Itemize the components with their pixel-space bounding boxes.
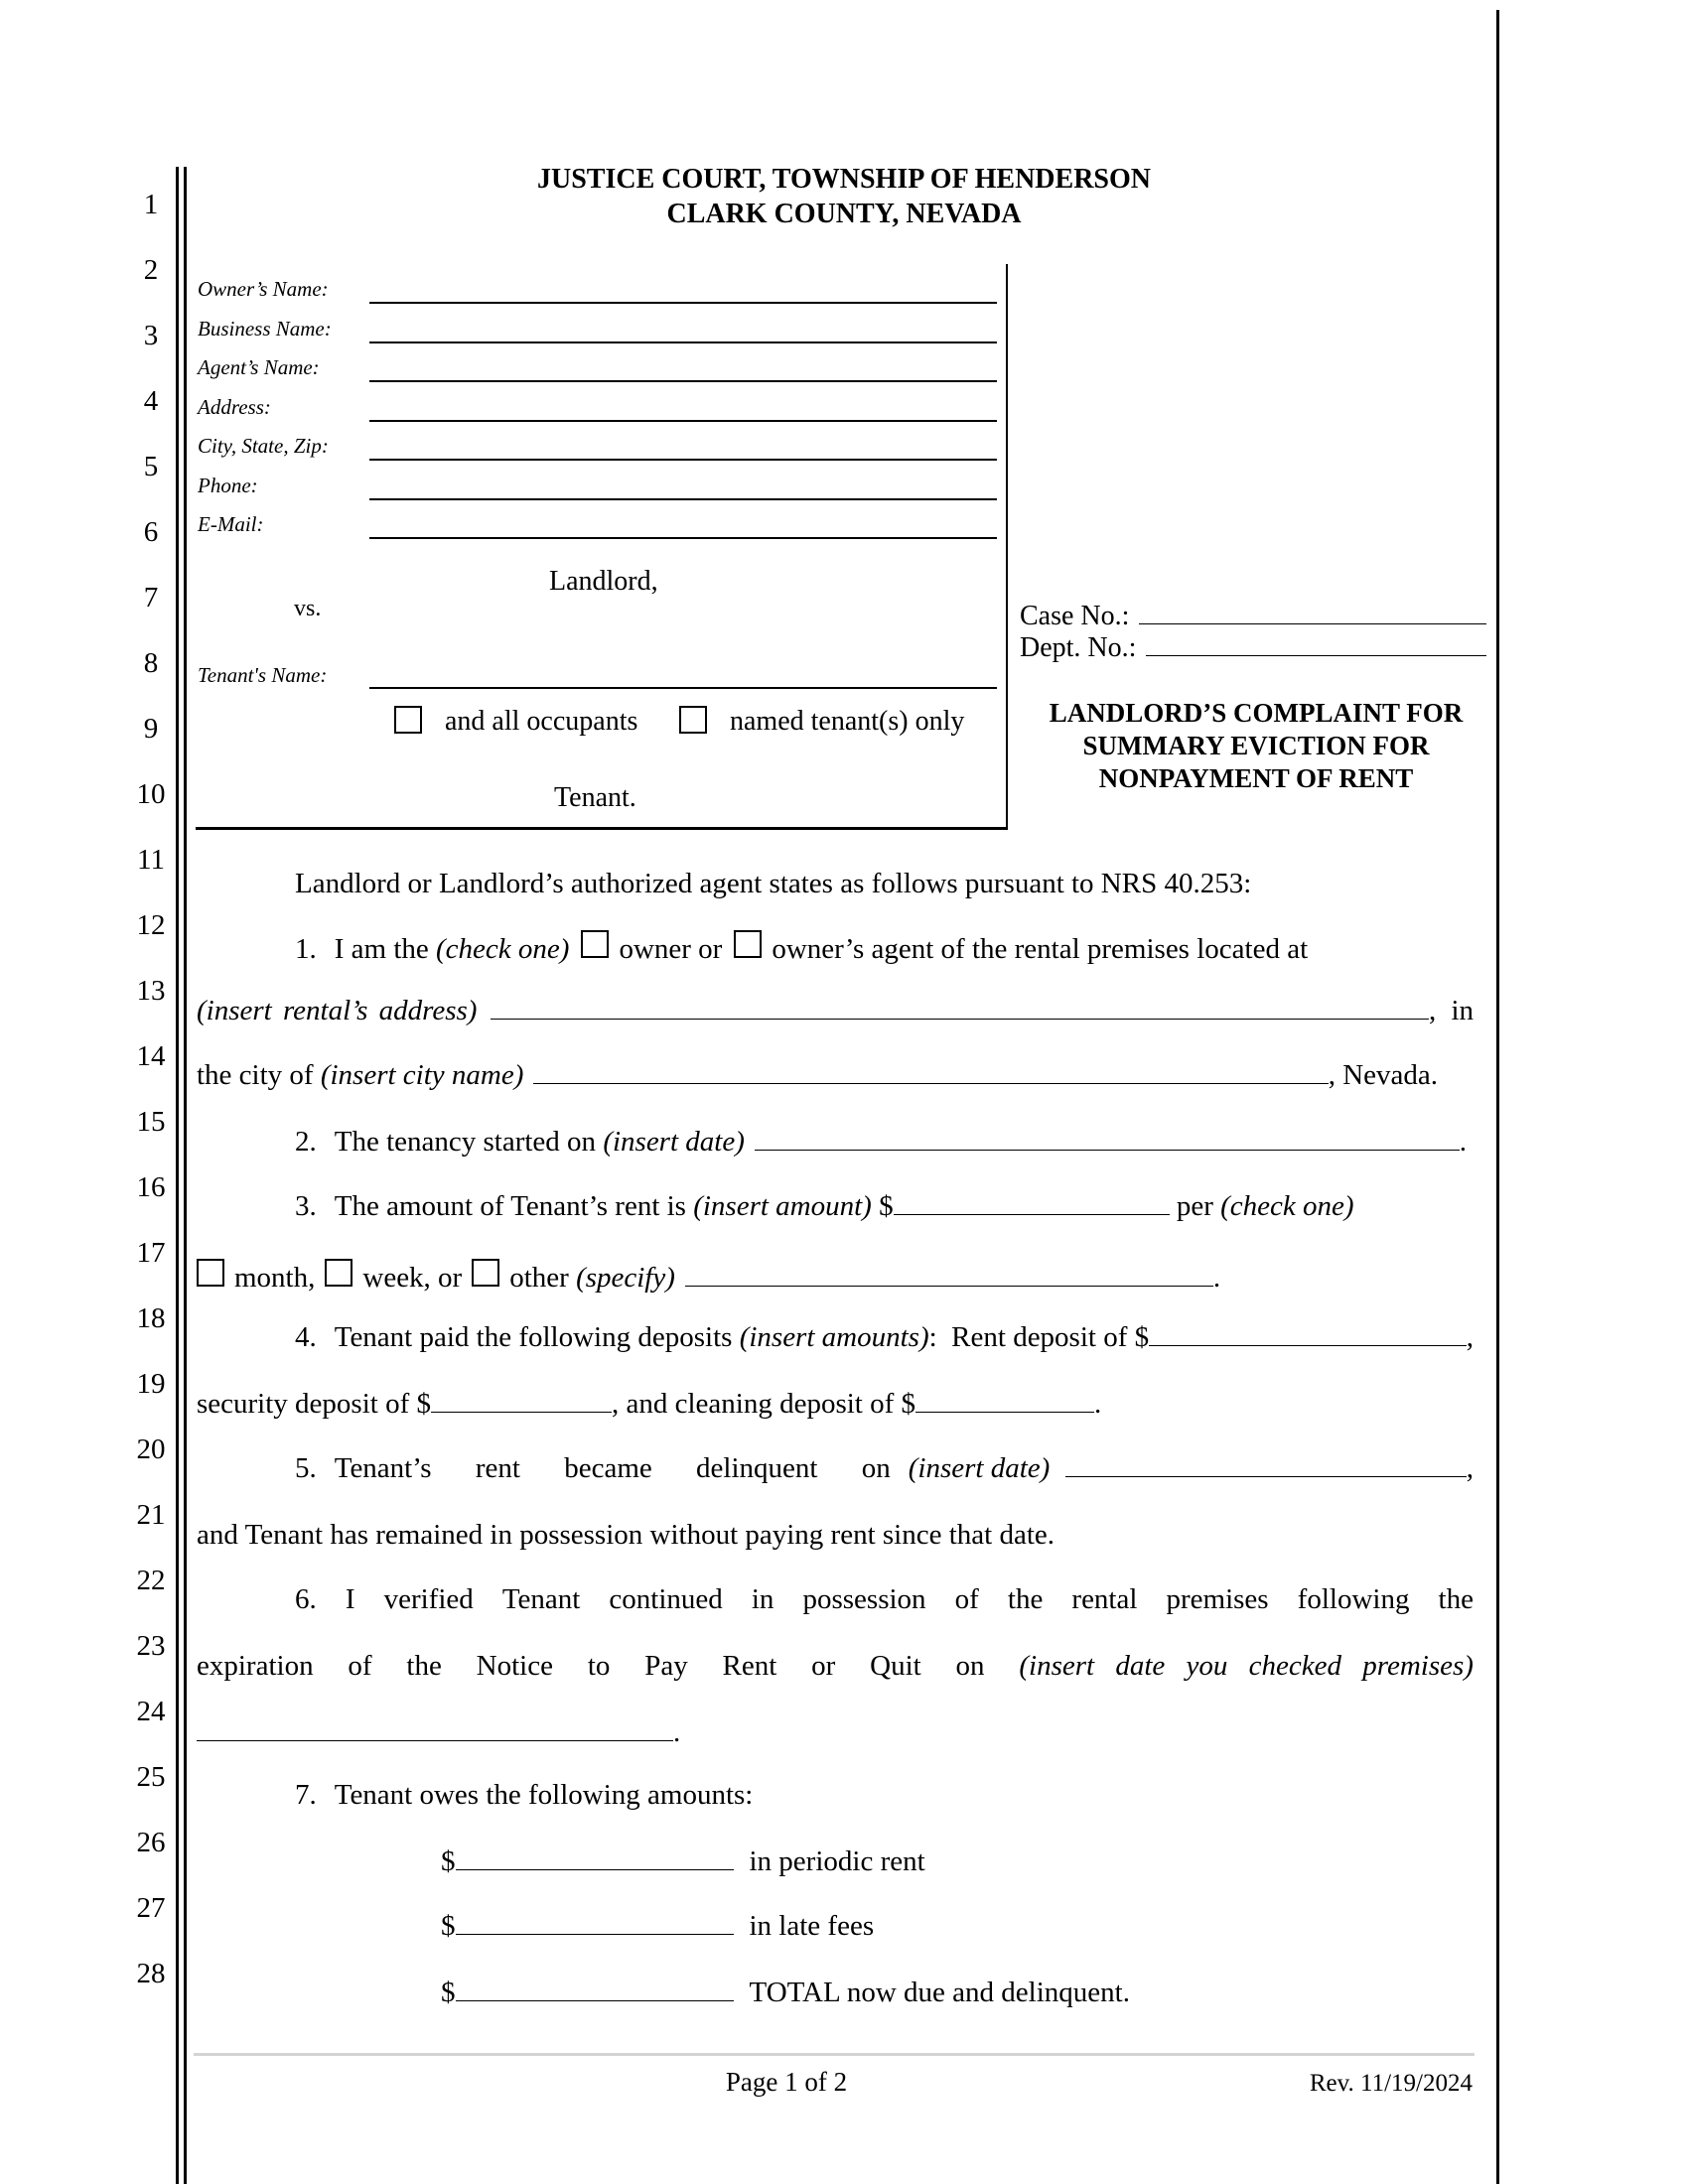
text: continued [609, 1583, 723, 1615]
instruction-text: (specify) [576, 1262, 675, 1294]
paragraph-2 [197, 1128, 1467, 1157]
vs-label: vs. [294, 596, 322, 621]
text: $ [871, 1190, 894, 1222]
paragraph-number: 2. [295, 1126, 317, 1158]
case-no-field[interactable] [1139, 602, 1486, 624]
text: Pay [644, 1650, 688, 1682]
paragraph-5-line-2 [197, 1521, 1474, 1550]
text: on [861, 1452, 891, 1484]
text: delinquent [696, 1452, 818, 1484]
paragraph-3-line-1 [197, 1192, 1474, 1221]
business-name-label: Business Name: [198, 317, 332, 341]
text: . [1459, 1126, 1467, 1158]
court-name: JUSTICE COURT, TOWNSHIP OF HENDERSON [537, 164, 1151, 195]
paragraph-number: 7. [295, 1779, 317, 1811]
text: Notice [476, 1650, 553, 1682]
tenant-label: Tenant. [554, 782, 636, 813]
left-margin-rule-inner [184, 167, 187, 2184]
cleaning-deposit-field[interactable] [915, 1390, 1094, 1413]
tenant-name-field[interactable] [369, 687, 997, 689]
text: . [1212, 1262, 1221, 1294]
text: per [1169, 1190, 1221, 1222]
all-occupants-label: and all occupants [445, 706, 638, 737]
paragraph-1-line-2 [197, 997, 1474, 1025]
text: following [1297, 1583, 1410, 1615]
landlord-label: Landlord, [549, 566, 658, 597]
paragraph-1-line-3 [197, 1061, 1438, 1090]
text: Tenant [501, 1583, 581, 1615]
month-label: month, [234, 1262, 316, 1294]
amount-row-total [197, 1979, 1474, 2007]
delinquent-date-field[interactable] [1065, 1454, 1466, 1477]
business-name-field[interactable] [369, 341, 997, 343]
text: Rent [722, 1650, 777, 1682]
text: the city of [197, 1059, 321, 1091]
paragraph-7 [197, 1781, 1474, 1810]
instruction-text: (insert date you checked premises) [1019, 1650, 1474, 1682]
text: TOTAL now due and delinquent. [749, 1977, 1130, 2008]
text: The tenancy started on [334, 1126, 604, 1158]
line-number: 21 [136, 1499, 166, 1531]
paragraph-number: 6. [295, 1583, 317, 1615]
agent-name-field[interactable] [369, 380, 997, 382]
text: , [1466, 1321, 1474, 1353]
line-number: 24 [136, 1696, 166, 1727]
text: or [811, 1650, 836, 1682]
line-number: 20 [136, 1433, 166, 1465]
paragraph-6-line-3 [197, 1718, 1474, 1747]
dept-no-label: Dept. No.: [1020, 632, 1137, 663]
instruction-text: (insert amount) [693, 1190, 872, 1222]
county-name: CLARK COUNTY, NEVADA [666, 199, 1022, 229]
named-tenants-only-checkbox[interactable] [679, 706, 707, 734]
text: The amount of Tenant’s rent is [334, 1190, 694, 1222]
owner-label: owner or [619, 933, 723, 965]
week-label: week, or [362, 1262, 463, 1294]
line-number: 8 [143, 647, 159, 679]
paragraph-6-line-2 [197, 1652, 1474, 1681]
line-number: 11 [137, 844, 165, 876]
line-number: 23 [136, 1630, 166, 1662]
text: , and cleaning deposit of $ [611, 1388, 916, 1420]
city-state-zip-label: City, State, Zip: [198, 434, 329, 458]
text: $ [441, 1977, 456, 2008]
text: . [673, 1716, 681, 1748]
paragraph-4-line-2 [197, 1390, 1474, 1419]
owners-agent-checkbox[interactable] [734, 930, 762, 958]
total-due-field[interactable] [456, 1979, 734, 2001]
phone-label: Phone: [198, 474, 258, 497]
line-number: 9 [143, 713, 159, 745]
tenant-name-label: Tenant's Name: [198, 663, 328, 687]
city-state-zip-field[interactable] [369, 459, 997, 461]
line-number: 1 [143, 189, 159, 220]
instruction-text: (insert date) [908, 1452, 1051, 1484]
other-specify-field[interactable] [685, 1264, 1213, 1287]
text: became [564, 1452, 652, 1484]
other-label: other [509, 1262, 577, 1294]
paragraph-number: 5. [295, 1452, 317, 1484]
week-checkbox[interactable] [325, 1259, 352, 1287]
line-number: 27 [136, 1892, 166, 1924]
text: $ [441, 1845, 456, 1877]
late-fees-field[interactable] [456, 1912, 734, 1935]
text: to [587, 1650, 611, 1682]
line-number: 6 [143, 516, 159, 548]
text: rent [475, 1452, 520, 1484]
text: on [955, 1650, 985, 1682]
case-no-label: Case No.: [1020, 601, 1130, 631]
owner-name-label: Owner’s Name: [198, 277, 329, 301]
text: , [1466, 1452, 1474, 1484]
other-checkbox[interactable] [472, 1259, 499, 1287]
text: Quit [870, 1650, 921, 1682]
month-checkbox[interactable] [197, 1259, 224, 1287]
page-number: Page 1 of 2 [725, 2067, 848, 2097]
line-number: 4 [143, 385, 159, 417]
text: : Rent deposit of $ [928, 1321, 1150, 1353]
paragraph-number: 1. [295, 933, 317, 965]
text: the [1438, 1583, 1474, 1615]
email-field[interactable] [369, 537, 997, 539]
paragraph-number: 3. [295, 1190, 317, 1222]
line-number: 16 [136, 1171, 166, 1203]
all-occupants-checkbox[interactable] [394, 706, 422, 734]
owner-checkbox[interactable] [581, 930, 609, 958]
paragraph-3-line-2 [197, 1259, 1474, 1293]
line-number: 5 [143, 451, 159, 482]
line-number: 17 [136, 1237, 166, 1269]
text: the [406, 1650, 442, 1682]
line-number: 10 [136, 778, 166, 810]
line-number: 14 [136, 1040, 166, 1072]
intro-paragraph [197, 870, 1474, 898]
owners-agent-label: owner’s agent of the rental premises located at [772, 933, 1309, 965]
text: rental [1071, 1583, 1138, 1615]
text: Tenant’s [334, 1452, 432, 1484]
line-number: 18 [136, 1302, 166, 1334]
address-field[interactable] [369, 420, 997, 422]
caption-right-rule [1006, 264, 1008, 830]
rent-amount-field[interactable] [894, 1192, 1170, 1215]
instruction-text: (check one) [436, 933, 570, 965]
text: of [954, 1583, 979, 1615]
security-deposit-field[interactable] [431, 1390, 612, 1413]
text: I [345, 1583, 355, 1615]
text: in late fees [749, 1910, 875, 1942]
document-title-line-2: SUMMARY EVICTION FOR [1082, 731, 1430, 760]
footer-rule [194, 2053, 1475, 2056]
line-number: 3 [143, 320, 159, 351]
line-number: 19 [136, 1368, 166, 1400]
text: I am the [334, 933, 437, 965]
text: the [1007, 1583, 1044, 1615]
periodic-rent-field[interactable] [456, 1847, 734, 1870]
instruction-text: (insert rental’s address) [197, 995, 478, 1026]
amount-row-periodic-rent [197, 1847, 1474, 1876]
amount-row-late-fees [197, 1912, 1474, 1941]
instruction-text: (insert amounts) [739, 1321, 929, 1353]
rental-address-field[interactable] [491, 997, 1429, 1020]
instruction-text: (insert date) [603, 1126, 745, 1158]
caption-bottom-rule [196, 827, 1008, 830]
line-number: 12 [136, 909, 166, 941]
left-margin-rule-outer [176, 167, 179, 2184]
text: verified [383, 1583, 474, 1615]
email-label: E-Mail: [198, 512, 264, 536]
premises-checked-date-field[interactable] [197, 1718, 673, 1741]
paragraph-5-line-1 [197, 1454, 1474, 1483]
paragraph-6-line-1 [197, 1585, 1474, 1614]
text: Tenant owes the following amounts: [334, 1779, 754, 1811]
text: possession [802, 1583, 926, 1615]
instruction-text: (check one) [1220, 1190, 1354, 1222]
line-number: 22 [136, 1565, 166, 1596]
text: , in [1428, 995, 1474, 1026]
text: of [348, 1650, 372, 1682]
line-number: 13 [136, 975, 166, 1007]
revision-date: Rev. 11/19/2024 [1309, 2070, 1473, 2097]
phone-field[interactable] [369, 498, 997, 500]
named-tenants-only-label: named tenant(s) only [730, 706, 965, 737]
text: in [751, 1583, 774, 1615]
line-number: 15 [136, 1106, 166, 1138]
text: premises [1166, 1583, 1269, 1615]
line-number: 25 [136, 1761, 166, 1793]
line-number: 28 [136, 1958, 166, 1989]
line-number: 2 [143, 254, 159, 286]
intro-text: Landlord or Landlord’s authorized agent states as follows pursuant to NRS 40.253: [295, 868, 1252, 899]
paragraph-number: 4. [295, 1321, 317, 1353]
text: and Tenant has remained in possession without paying rent since that date. [197, 1519, 1055, 1551]
address-label: Address: [198, 395, 271, 419]
right-margin-rule [1496, 10, 1499, 2184]
agent-name-label: Agent’s Name: [198, 355, 320, 379]
line-number: 26 [136, 1827, 166, 1858]
paragraph-1-line-1 [197, 930, 1474, 964]
rent-deposit-field[interactable] [1149, 1323, 1467, 1346]
text: expiration [197, 1650, 314, 1682]
text: security deposit of $ [197, 1388, 431, 1420]
dept-no-field[interactable] [1146, 633, 1486, 656]
line-number: 7 [143, 582, 159, 614]
text: in periodic rent [749, 1845, 925, 1877]
text: , Nevada. [1328, 1059, 1438, 1091]
tenancy-start-date-field[interactable] [755, 1128, 1460, 1151]
city-name-field[interactable] [533, 1061, 1328, 1084]
owner-name-field[interactable] [369, 302, 997, 304]
document-title-line-3: NONPAYMENT OF RENT [1098, 763, 1414, 793]
text: Tenant paid the following deposits [334, 1321, 740, 1353]
text: . [1094, 1388, 1102, 1420]
document-title-line-1: LANDLORD’S COMPLAINT FOR [1049, 698, 1464, 728]
text: $ [441, 1910, 456, 1942]
paragraph-4-line-1 [197, 1323, 1474, 1352]
instruction-text: (insert city name) [320, 1059, 524, 1091]
